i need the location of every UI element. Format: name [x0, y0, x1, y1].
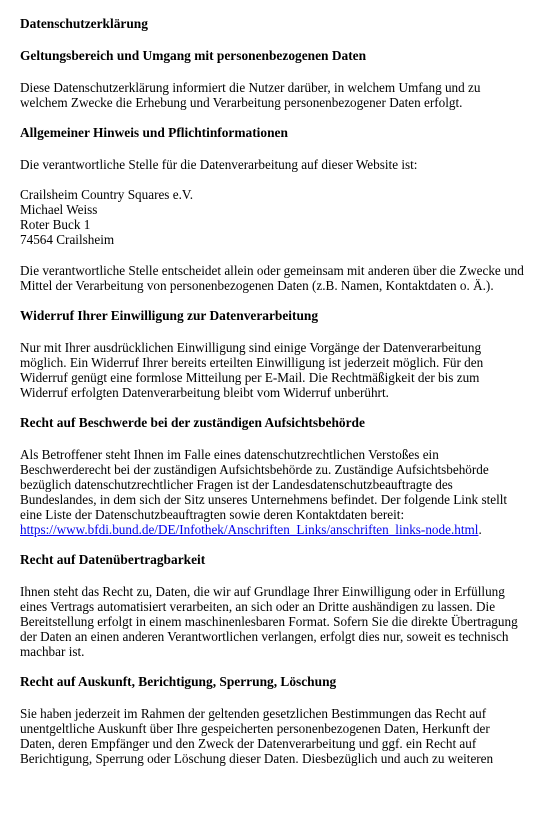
section-heading-withdrawal: Widerruf Ihrer Einwilligung zur Datenverarbeitung — [20, 308, 319, 323]
section-heading-complaint: Recht auf Beschwerde bei der zuständigen Aufsichtsbehörde — [20, 415, 365, 430]
address-line-city: 74564 Crailsheim — [20, 232, 115, 247]
section-text-complaint — [20, 447, 527, 537]
complaint-text: Als Betroffener steht Ihnen im Falle eines datenschutzrechtlichen Verstoßes ein Beschwerderecht bei der zuständigen Aufsichtsbehörde zu. Zuständige Aufsichtsbehörde bezüglich datenschutzrechtlicher Fragen ist der Landesdatenschutzbeauftragte des Bundeslandes, in dem sich der Sitz unseres Unternehmens befindet. Der folgende Link stellt eine Liste der Datenschutzbeauftragten sowie deren Kontaktdaten bereit: — [20, 447, 508, 522]
section-text-responsible-intro: Die verantwortliche Stelle für die Datenverarbeitung auf dieser Website ist: — [20, 157, 418, 172]
section-heading-general-info: Allgemeiner Hinweis und Pflichtinformationen — [20, 125, 288, 140]
section-text-portability: Ihnen steht das Recht zu, Daten, die wir auf Grundlage Ihrer Einwilligung oder in Erfüllung eines Vertrags automatisiert verarbeiten, an sich oder an Dritte aushändigen zu lassen. Die Bereitstellung erfolgt in einem maschinenlesbaren Format. Sofern Sie die direkte Übertragung der Daten an einen anderen Verantwortlichen verlangen, erfolgt dies nur, soweit es technisch machbar ist. — [20, 584, 518, 659]
address-line-street: Roter Buck 1 — [20, 217, 91, 232]
address-block — [20, 187, 527, 247]
address-line-org: Crailsheim Country Squares e.V. — [20, 187, 194, 202]
address-line-name: Michael Weiss — [20, 202, 98, 217]
section-text-withdrawal: Nur mit Ihrer ausdrücklichen Einwilligung sind einige Vorgänge der Datenverarbeitung möglich. Ein Widerruf Ihrer bereits erteilten Einwilligung ist jederzeit möglich. Für den Widerruf genügt eine formlose Mitteilung per E-Mail. Die Rechtmäßigkeit der bis zum Widerruf erfolgten Datenverarbeitung bleibt vom Widerruf unberührt. — [20, 340, 484, 400]
section-text-access-rights: Sie haben jederzeit im Rahmen der geltenden gesetzlichen Bestimmungen das Recht auf unentgeltliche Auskunft über Ihre gespeicherten personenbezogenen Daten, Herkunft der Daten, deren Empfänger und den Zweck der Datenverarbeitung und ggf. ein Recht auf Berichtigung, Sperrung oder Löschung dieser Daten. Diesbezüglich und auch zu weiteren — [20, 706, 494, 766]
section-text-scope: Diese Datenschutzerklärung informiert die Nutzer darüber, in welchem Umfang und zu welchem Zwecke die Erhebung und Verarbeitung personenbezogener Daten erfolgt. — [20, 80, 481, 110]
supervisory-authorities-link[interactable]: https://www.bfdi.bund.de/DE/Infothek/Anschriften_Links/anschriften_links-node.html — [20, 522, 479, 537]
section-heading-scope: Geltungsbereich und Umgang mit personenbezogenen Daten — [20, 48, 367, 63]
section-text-responsible-purpose: Die verantwortliche Stelle entscheidet allein oder gemeinsam mit anderen über die Zwecke und Mittel der Verarbeitung von personenbezogenen Daten (z.B. Namen, Kontaktdaten o. Ä.). — [20, 263, 524, 293]
link-suffix: . — [478, 522, 482, 537]
section-heading-portability: Recht auf Datenübertragbarkeit — [20, 552, 206, 567]
section-heading-access-rights: Recht auf Auskunft, Berichtigung, Sperrung, Löschung — [20, 674, 337, 689]
page-title: Datenschutzerklärung — [20, 16, 148, 31]
